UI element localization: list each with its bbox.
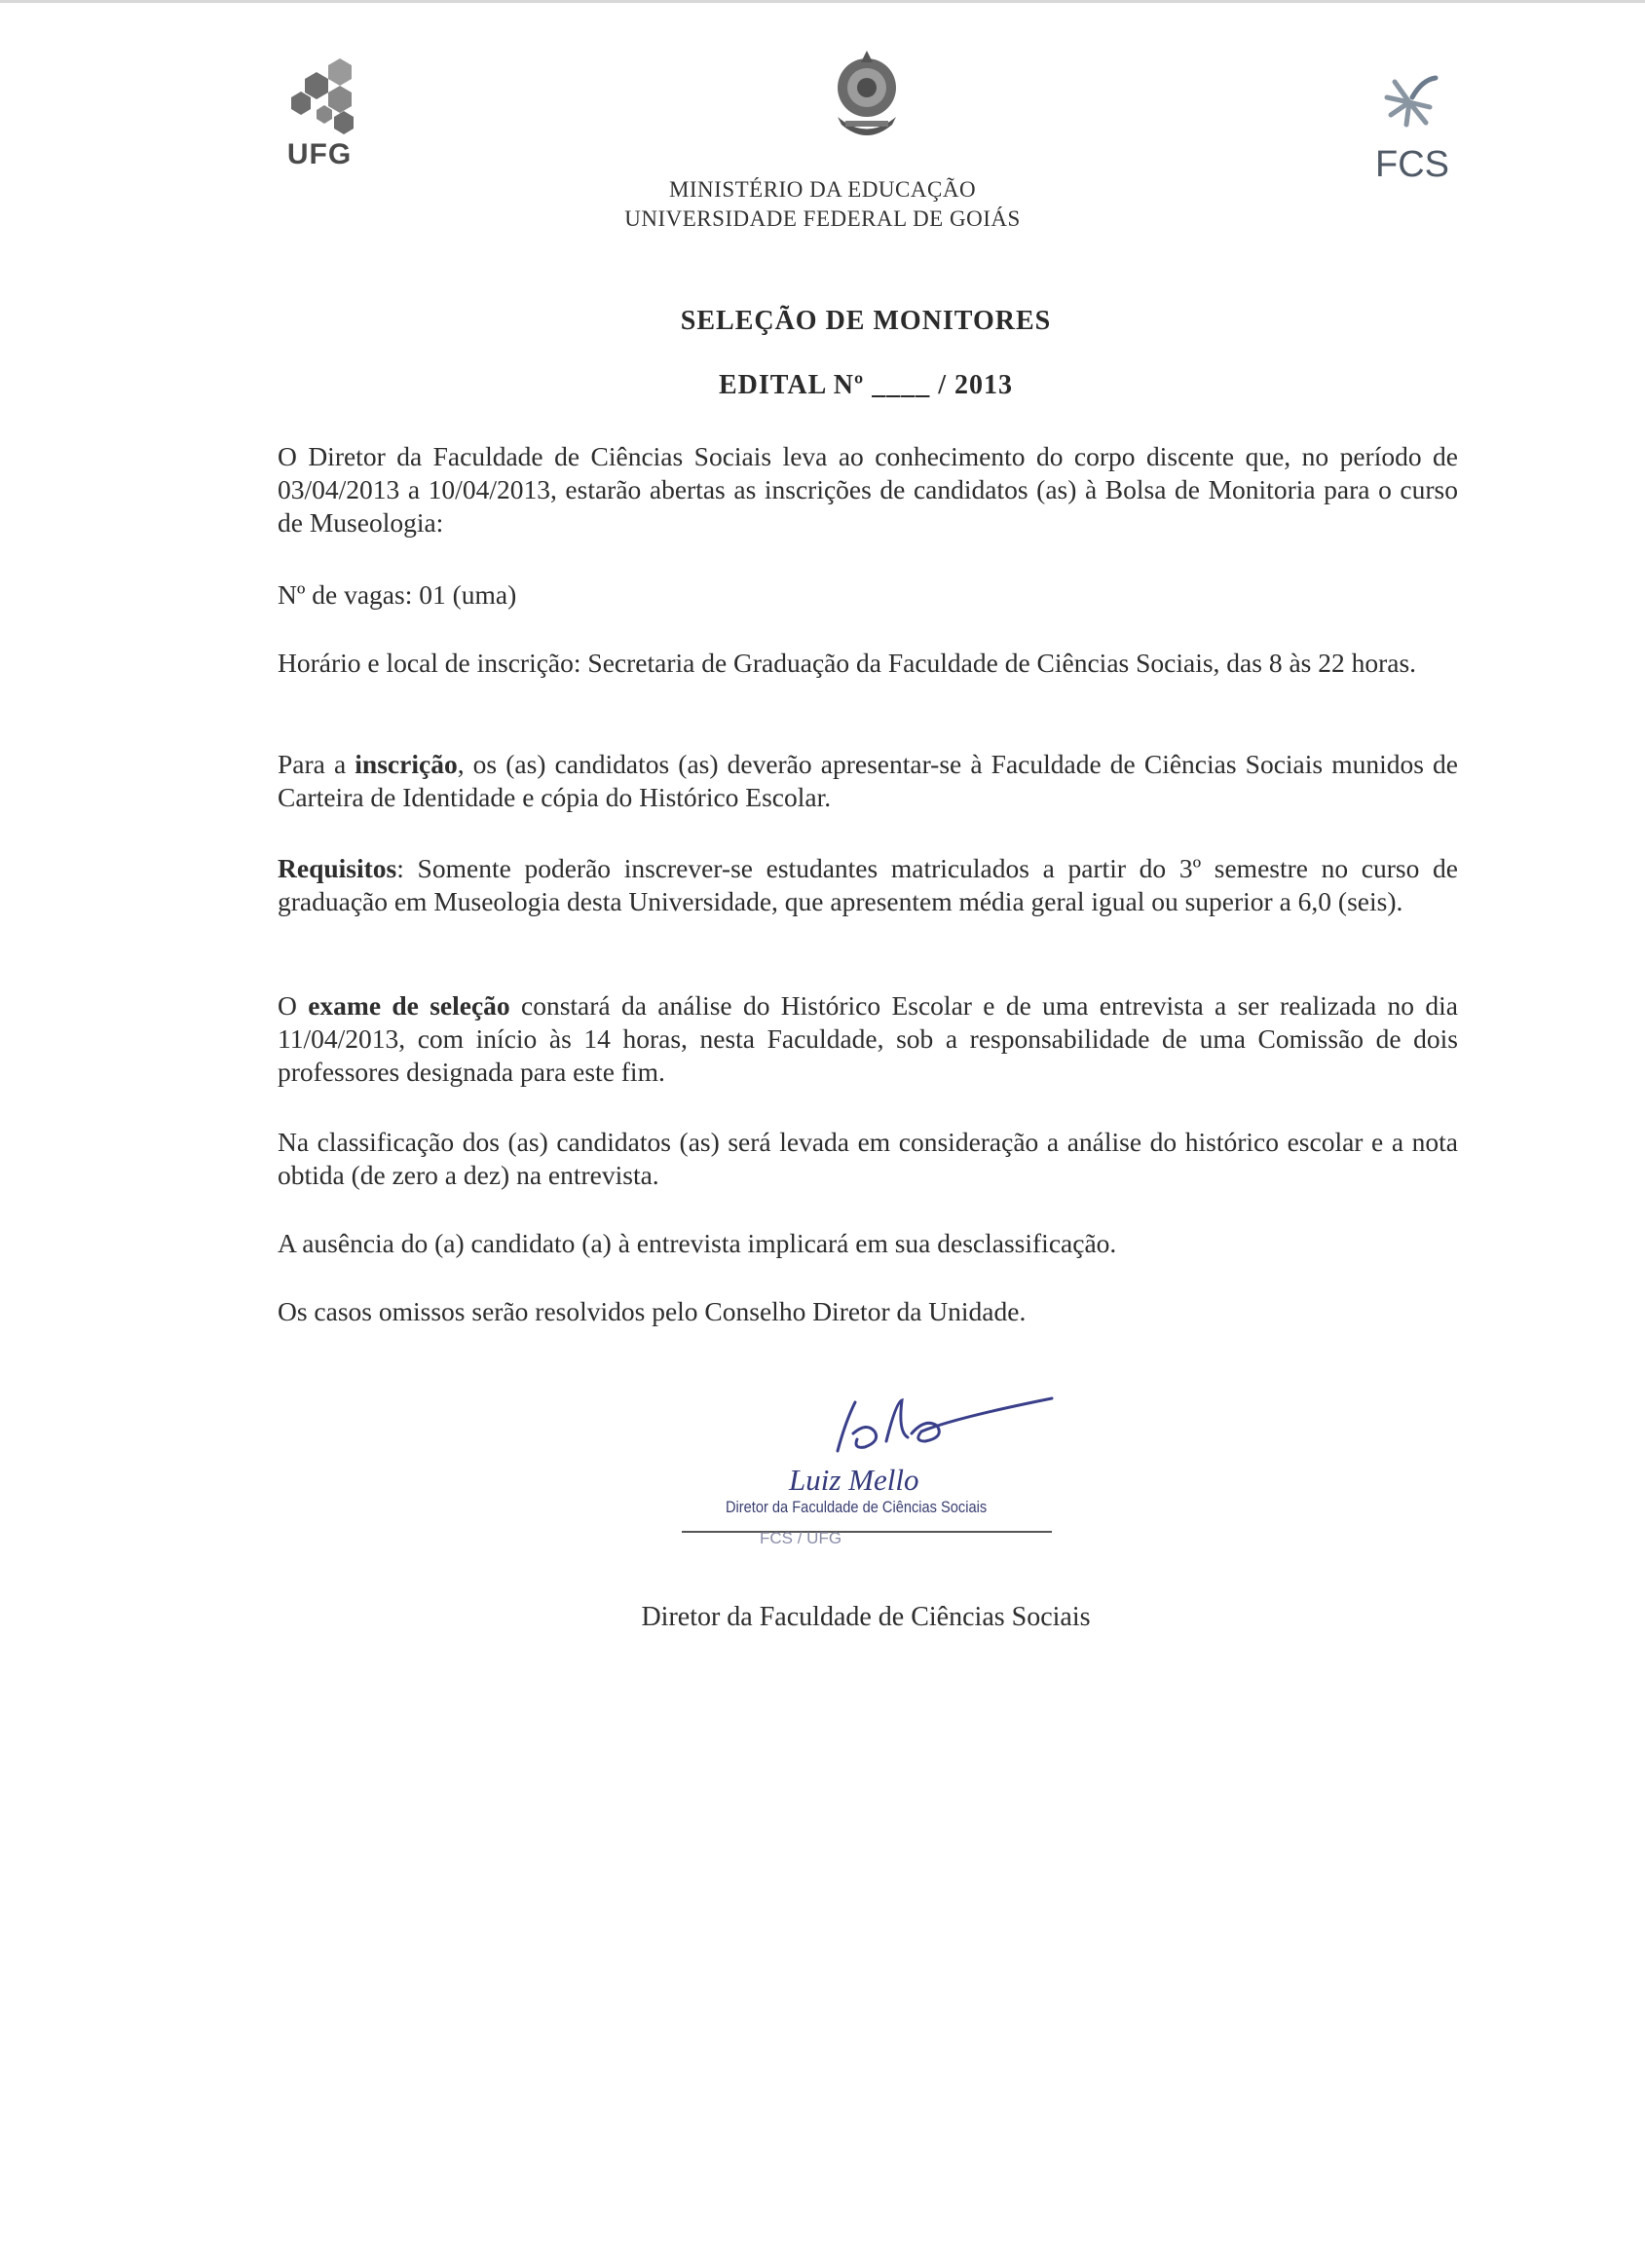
university-heading: UNIVERSIDADE FEDERAL DE GOIÁS <box>624 206 1021 231</box>
edital-number: EDITAL Nº ____ / 2013 <box>719 370 1013 400</box>
ufg-logo <box>278 56 385 173</box>
paragraph-vagas: Nº de vagas: 01 (uma) <box>278 579 517 610</box>
paragraph-horario: Horário e local de inscrição: Secretaria de Graduação da Faculdade de Ciências Sociais, das 8 às 22 horas. <box>278 648 1417 678</box>
paragraph-requisitos: Requisitos: Somente poderão inscrever-se estudantes matriculados a partir do 3º semestre no curso de graduação em Museologia desta Universidade, que apresentem média geral igual ou superior a 6,0 (seis). <box>278 853 1458 916</box>
scan-top-edge <box>0 0 1645 3</box>
paragraph-exame: O exame de seleção constará da análise do Histórico Escolar e de uma entrevista a ser realizada no dia 11/04/2013, com início às 14 horas, nesta Faculdade, sob a responsabilidade de uma Comissão de dois professores designada para este fim. <box>278 990 1458 1087</box>
document-title: SELEÇÃO DE MONITORES <box>680 306 1052 336</box>
paragraph-casos-omissos: Os casos omissos serão resolvidos pelo Conselho Diretor da Unidade. <box>278 1296 1027 1326</box>
fcs-star-icon <box>1375 68 1443 136</box>
fcs-logo <box>1364 68 1471 185</box>
stamp-line-2: FCS / UFG <box>760 1529 842 1547</box>
paragraph-classificacao: Na classificação dos (as) candidatos (as) será levada em consideração a análise do histórico escolar e a nota obtida (de zero a dez) na entrevista. <box>278 1127 1458 1190</box>
handwritten-signature <box>682 1383 1071 1470</box>
signature-block <box>682 1383 1071 1548</box>
signature-line <box>682 1531 1052 1533</box>
ufg-hexagon-icon <box>287 56 365 136</box>
stamp-line-1: Diretor da Faculdade de Ciências Sociais <box>726 1498 988 1516</box>
signature-name: Luiz Mello <box>789 1463 919 1497</box>
fcs-logo-text: FCS <box>1375 144 1449 185</box>
ministry-heading: MINISTÉRIO DA EDUCAÇÃO <box>668 177 977 202</box>
signatory-title: Diretor da Faculdade de Ciências Sociais <box>641 1602 1091 1632</box>
paragraph-ausencia: A ausência do (a) candidato (a) à entrevista implicará em sua desclassificação. <box>278 1228 1117 1258</box>
brasao-da-republica-icon <box>828 49 906 151</box>
ufg-logo-text: UFG <box>286 138 353 170</box>
paragraph-inscricao: Para a inscrição, os (as) candidatos (as) deverão apresentar-se à Faculdade de Ciências Sociais munidos de Carteira de Identidade e cópia do Histórico Escolar. <box>278 749 1458 812</box>
paragraph-intro: O Diretor da Faculdade de Ciências Sociais leva ao conhecimento do corpo discente que, no período de 03/04/2013 a 10/04/2013, estarão abertas as inscrições de candidatos (as) à Bolsa de Monitoria para o curso de Museologia: <box>278 441 1458 538</box>
